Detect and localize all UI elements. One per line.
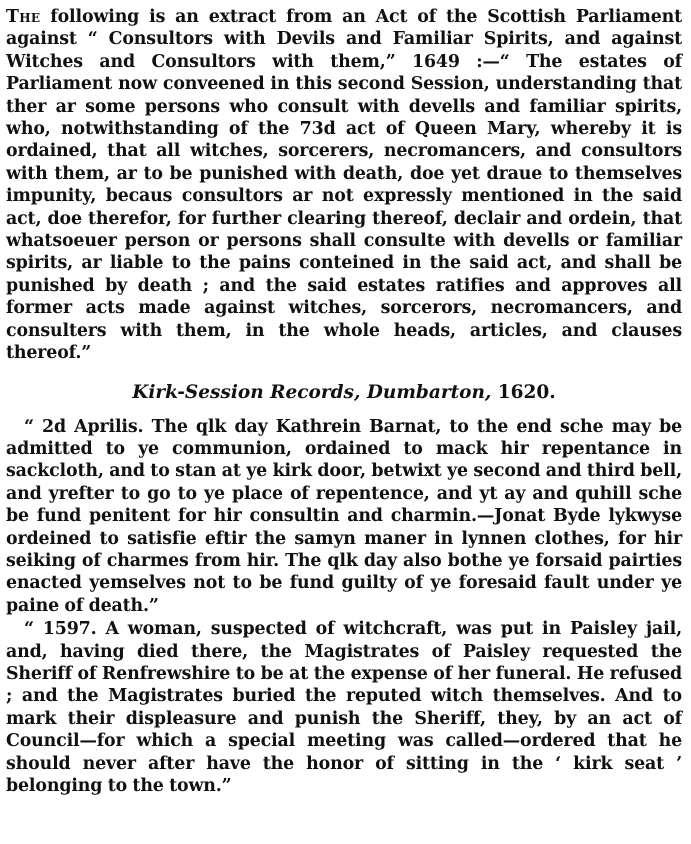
record-paragraph-1: “ 2d Aprilis. The qlk day Kathrein Barnat, to the end sche may be admitted to ye communion, ordained to mack hir repentance in sackcloth, and to stan at ye kirk door, betwixt ye second and third bell, and yrefter to go to ye place of repentence, and yt ay and quhill sche be fund penitent for hir consultin and charmin.—Jonat Byde lykwyse ordeined to satisfie eftir the samyn maner in lynnen clothes, for hir seiking of charmes from hir. The qlk day also bothe ye forsaid pairties enacted yemselves not to be fund guilty of ye foresaid fault under ye paine of death.” bbox=[6, 416, 682, 616]
section-heading-title: Kirk-Session Records, Dumbarton, bbox=[132, 381, 492, 403]
intro-paragraph bbox=[6, 6, 682, 365]
intro-lead-word: The bbox=[6, 7, 41, 27]
section-heading bbox=[6, 381, 682, 405]
document-page bbox=[6, 6, 682, 797]
section-heading-year: 1620. bbox=[491, 381, 556, 403]
intro-paragraph-text: following is an extract from an Act of the Scottish Parliament against “ Consultors with Devils and Familiar Spirits, and against Witches and Consultors with them,” 1649 :—“ The estates of Parliament now conveened in this second Session, understanding that ther ar some persons who consult with devells and familiar spirits, who, notwithstanding of the 73d act of Queen Mary, whereby it is ordained, that all witches, sorcerers, necromancers, and consultors with them, ar to be punished with death, doe yet draue to themselves impunity, becaus consultors ar not expressly mentioned in the said act, doe therefor, for further clearing thereof, declair and ordein, that whatsoeuer person or persons shall consulte with devells or familiar spirits, ar liable to the pains conteined in the said act, and shall be punished by death ; and the said estates ratifies and approves all former acts made against witches, sorcerors, necromancers, and consulters with them, in the whole heads, articles, and clauses thereof.” bbox=[6, 7, 682, 364]
record-paragraph-2: “ 1597. A woman, suspected of witchcraft, was put in Paisley jail, and, having died there, the Magistrates of Paisley requested the Sheriff of Renfrewshire to be at the expense of her funeral. He refused ; and the Magistrates buried the reputed witch themselves. And to mark their displeasure and punish the Sheriff, they, by an act of Council—for which a special meeting was called—ordered that he should never after have the honor of sitting in the ‘ kirk seat ’ belonging to the town.” bbox=[6, 619, 682, 796]
